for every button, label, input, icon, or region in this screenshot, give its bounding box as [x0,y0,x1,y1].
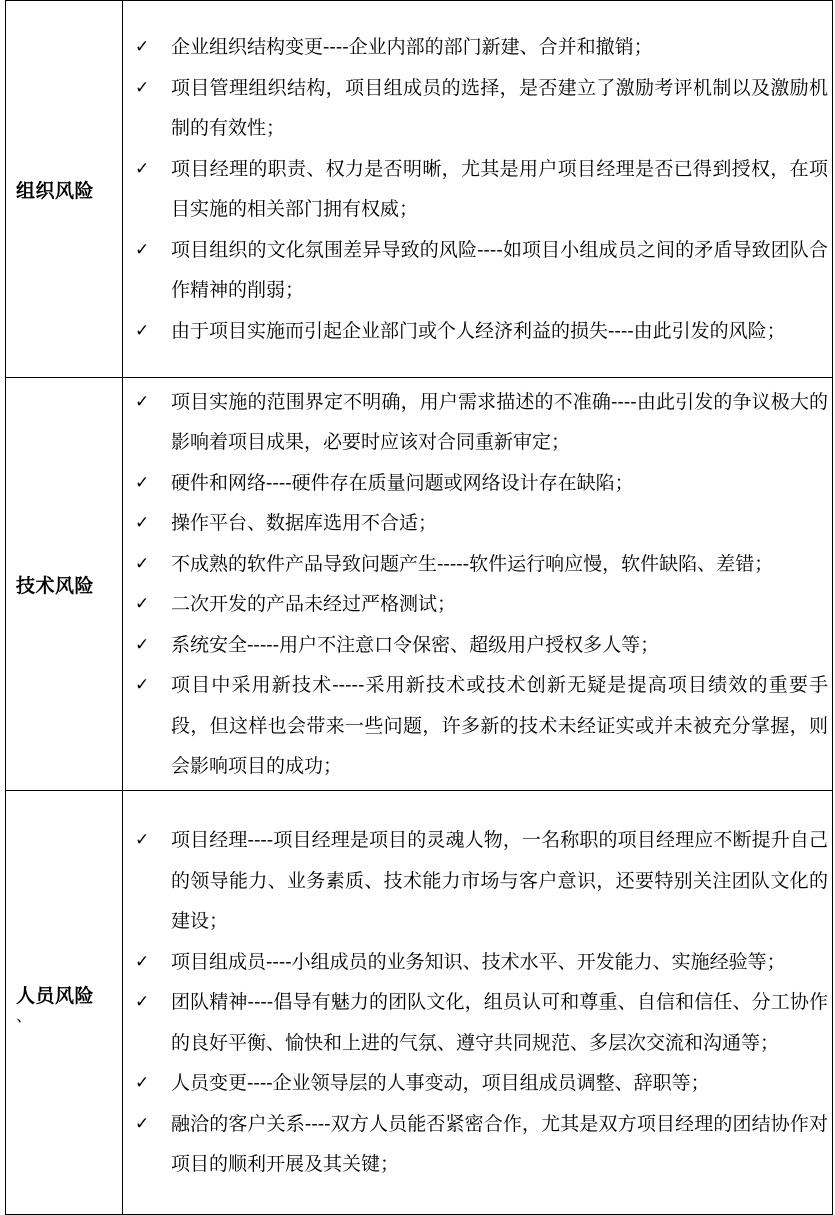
risk-item-text: 项目组织的文化氛围差异导致的风险----如项目小组成员之间的矛盾导致团队合作精神的削弱； [171,238,828,301]
checkmark-icon: ✓ [135,634,150,655]
checkmark-icon: ✓ [135,77,150,98]
risk-item [125,463,828,504]
risk-category-label: 人员风险 [16,985,95,1007]
risk-item [125,149,828,230]
risk-item [125,68,828,149]
risk-row [6,791,833,1215]
risk-category-cell [6,1,123,378]
checkmark-icon: ✓ [135,391,150,412]
risk-item-text: 项目组成员----小组成员的业务知识、技术水平、开发能力、实施经验等； [171,950,786,973]
checkmark-icon: ✓ [135,513,150,533]
risk-category-extra-mark: 、 [16,1006,33,1025]
risk-category-label: 技术风险 [16,574,95,597]
risk-item-text: 由于项目实施而引起企业部门或个人经济利益的损失----由此引发的风险； [171,319,786,342]
risk-items-cell [123,378,833,791]
risk-category-cell [6,791,123,1215]
checkmark-icon: ✓ [135,320,150,341]
risk-item [125,982,828,1063]
risk-item-text: 项目经理的职责、权力是否明晰，尤其是用户项目经理是否已得到授权，在项目实施的相关部门拥有权威； [171,157,828,220]
checkmark-icon: ✓ [135,472,150,493]
risk-items-cell [123,1,833,378]
risk-item [125,625,828,666]
risk-item-list [125,820,828,1185]
risk-item-list [125,27,828,351]
risk-item-text: 团队精神----倡导有魅力的团队文化，组员认可和尊重、自信和信任、分工协作的良好平衡、愉快和上进的气氛、遵守共同规范、多层次交流和沟通等； [171,991,828,1054]
risk-item [125,584,828,625]
risk-item-text: 不成熟的软件产品导致问题产生-----软件运行响应慢，软件缺陷、差错； [171,552,774,575]
risk-item [125,820,828,942]
risk-item [125,665,828,787]
risk-category-label: 组织风险 [16,179,95,202]
risk-item-text: 项目经理----项目经理是项目的灵魂人物，一名称职的项目经理应不断提升自己的领导能力、业务素质、技术能力市场与客户意识，还要特别关注团队文化的建设； [171,829,828,933]
risk-items-cell [123,791,833,1215]
risk-item-text: 二次开发的产品未经过严格测试； [171,593,457,615]
risk-item-text: 企业组织结构变更----企业内部的部门新建、合并和撤销； [171,36,653,58]
risk-item [125,544,828,585]
risk-item [125,311,828,352]
risk-item [125,503,828,544]
checkmark-icon: ✓ [135,675,150,695]
risk-table-body [6,1,833,1215]
risk-table [5,0,833,1215]
risk-item [125,1063,828,1104]
checkmark-icon: ✓ [135,1073,150,1094]
checkmark-icon: ✓ [135,1113,150,1134]
risk-item [125,230,828,311]
risk-category-cell [6,378,123,791]
risk-item-text: 操作平台、数据库选用不合适； [171,512,438,534]
risk-item-text: 项目实施的范围界定不明确，用户需求描述的不准确----由此引发的争议极大的影响着项目成果，必要时应该对合同重新审定； [171,390,828,453]
checkmark-icon: ✓ [135,992,150,1013]
risk-item-text: 系统安全-----用户不注意口令保密、超级用户授权多人等； [171,633,660,656]
risk-row [6,1,833,378]
risk-item-text: 硬件和网络----硬件存在质量问题或网络设计存在缺陷； [171,471,634,494]
checkmark-icon: ✓ [135,37,150,57]
risk-row [6,378,833,791]
checkmark-icon: ✓ [135,951,150,972]
checkmark-icon: ✓ [135,553,150,574]
risk-item-text: 项目管理组织结构，项目组成员的选择，是否建立了激励考评机制以及激励机制的有效性； [171,76,828,139]
risk-item-text: 人员变更----企业领导层的人事变动，项目组成员调整、辞职等； [171,1072,710,1095]
checkmark-icon: ✓ [135,158,150,179]
risk-item [125,382,828,463]
checkmark-icon: ✓ [135,239,150,260]
checkmark-icon: ✓ [135,830,150,851]
risk-item-text: 融洽的客户关系----双方人员能否紧密合作，尤其是双方项目经理的团结协作对项目的顺利开展及其关键； [171,1112,828,1176]
risk-item [125,27,828,68]
risk-item [125,942,828,983]
risk-item-list [125,382,828,787]
risk-item [125,1104,828,1185]
checkmark-icon: ✓ [135,594,150,614]
risk-item-text: 项目中采用新技术-----采用新技术或技术创新无疑是提高项目绩效的重要手段，但这样也会带来一些问题，许多新的技术未经证实或并未被充分掌握，则会影响项目的成功； [171,674,828,777]
